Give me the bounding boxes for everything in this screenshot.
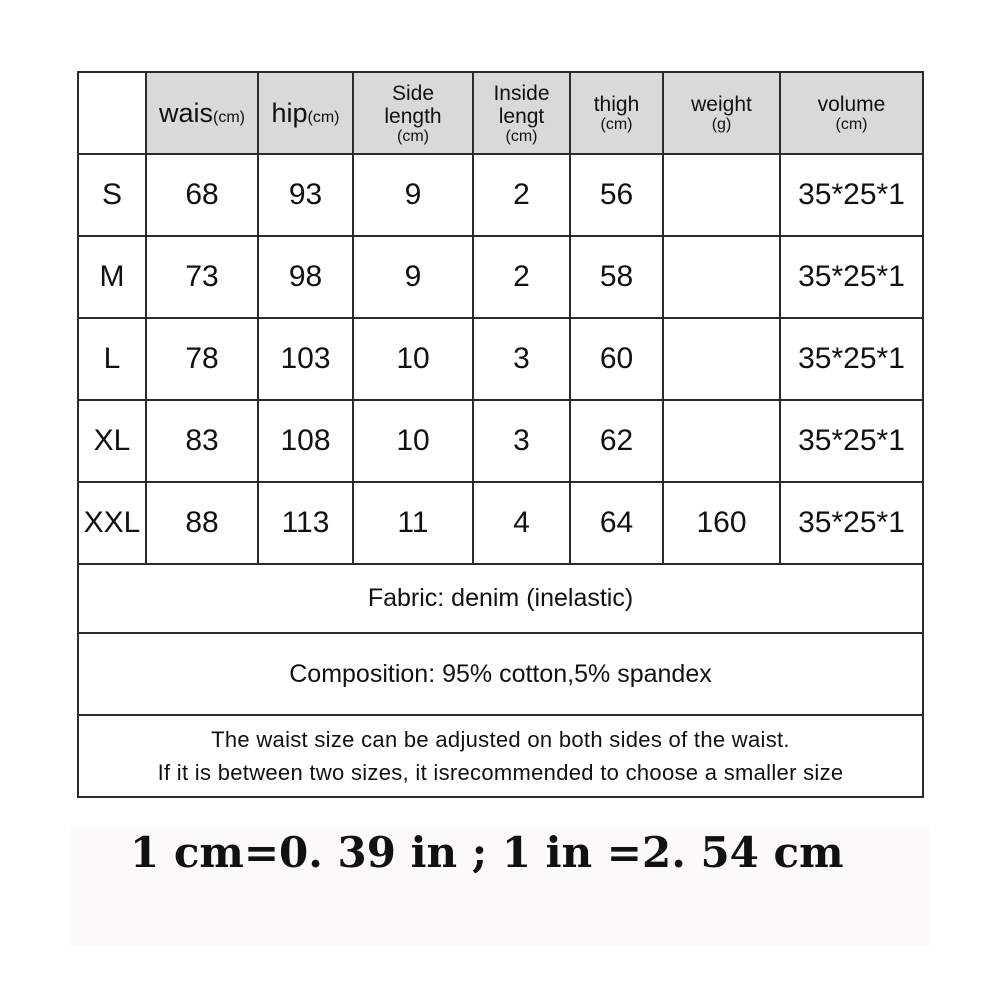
header-inside-length-line2: lengt <box>498 104 545 128</box>
note-line-1: The waist size can be adjusted on both sides of the waist. <box>211 727 790 752</box>
header-thigh-label: thigh <box>593 93 640 116</box>
table-row <box>78 482 923 564</box>
note-cell <box>78 715 923 797</box>
table-row <box>78 236 923 318</box>
inside-length-cell: 3 <box>473 318 570 400</box>
unit-conversion-banner <box>70 826 930 946</box>
thigh-cell: 56 <box>570 154 663 236</box>
header-waist <box>146 72 258 154</box>
hip-cell: 98 <box>258 236 353 318</box>
header-waist-unit: (cm) <box>213 108 245 126</box>
size-cell: S <box>78 154 146 236</box>
waist-cell: 73 <box>146 236 258 318</box>
side-length-cell: 9 <box>353 236 473 318</box>
header-hip-unit: (cm) <box>307 108 340 126</box>
header-inside-length-line1: Inside <box>493 81 550 105</box>
inside-length-cell: 3 <box>473 400 570 482</box>
volume-cell: 35*25*1 <box>780 236 923 318</box>
thigh-cell: 64 <box>570 482 663 564</box>
note-row <box>78 715 923 797</box>
weight-cell <box>663 318 780 400</box>
weight-cell <box>663 236 780 318</box>
header-hip <box>258 72 353 154</box>
header-thigh <box>570 72 663 154</box>
header-inside-length-unit: (cm) <box>505 127 538 145</box>
size-chart-table <box>77 71 924 798</box>
fabric-row <box>78 564 923 633</box>
side-length-cell: 11 <box>353 482 473 564</box>
volume-cell: 35*25*1 <box>780 154 923 236</box>
side-length-cell: 10 <box>353 318 473 400</box>
size-cell: XXL <box>78 482 146 564</box>
header-volume-unit: (cm) <box>835 116 868 133</box>
unit-conversion-text: 1 cm=0. 39 in ; 1 in =2. 54 cm <box>130 828 844 877</box>
header-volume-label: volume <box>817 93 886 116</box>
inside-length-cell: 2 <box>473 236 570 318</box>
size-cell: M <box>78 236 146 318</box>
header-inside-length <box>473 72 570 154</box>
size-cell: L <box>78 318 146 400</box>
table-row <box>78 400 923 482</box>
hip-cell: 93 <box>258 154 353 236</box>
header-waist-label: wais <box>159 97 214 128</box>
hip-cell: 103 <box>258 318 353 400</box>
inside-length-cell: 4 <box>473 482 570 564</box>
note-line-2: If it is between two sizes, it isrecommended to choose a smaller size <box>157 760 844 785</box>
side-length-cell: 10 <box>353 400 473 482</box>
waist-cell: 83 <box>146 400 258 482</box>
header-thigh-unit: (cm) <box>600 116 633 133</box>
hip-cell: 113 <box>258 482 353 564</box>
hip-cell: 108 <box>258 400 353 482</box>
volume-cell: 35*25*1 <box>780 482 923 564</box>
thigh-cell: 62 <box>570 400 663 482</box>
thigh-cell: 58 <box>570 236 663 318</box>
fabric-text: Fabric: denim (inelastic) <box>78 564 923 633</box>
waist-cell: 68 <box>146 154 258 236</box>
header-corner-cell <box>78 72 146 154</box>
waist-cell: 88 <box>146 482 258 564</box>
header-side-length-unit: (cm) <box>397 127 429 145</box>
header-side-length-line1: Side <box>391 81 435 105</box>
table-row <box>78 318 923 400</box>
header-hip-label: hip <box>271 97 308 128</box>
header-side-length-line2: length <box>384 104 442 128</box>
weight-cell <box>663 400 780 482</box>
composition-text: Composition: 95% cotton,5% spandex <box>78 633 923 715</box>
thigh-cell: 60 <box>570 318 663 400</box>
weight-cell: 160 <box>663 482 780 564</box>
header-side-length <box>353 72 473 154</box>
header-weight-unit: (g) <box>711 116 732 133</box>
volume-cell: 35*25*1 <box>780 318 923 400</box>
waist-cell: 78 <box>146 318 258 400</box>
side-length-cell: 9 <box>353 154 473 236</box>
header-weight-label: weight <box>691 93 752 116</box>
weight-cell <box>663 154 780 236</box>
volume-cell: 35*25*1 <box>780 400 923 482</box>
composition-row <box>78 633 923 715</box>
header-volume <box>780 72 923 154</box>
table-row <box>78 154 923 236</box>
header-weight <box>663 72 780 154</box>
inside-length-cell: 2 <box>473 154 570 236</box>
size-cell: XL <box>78 400 146 482</box>
header-row <box>78 72 923 154</box>
